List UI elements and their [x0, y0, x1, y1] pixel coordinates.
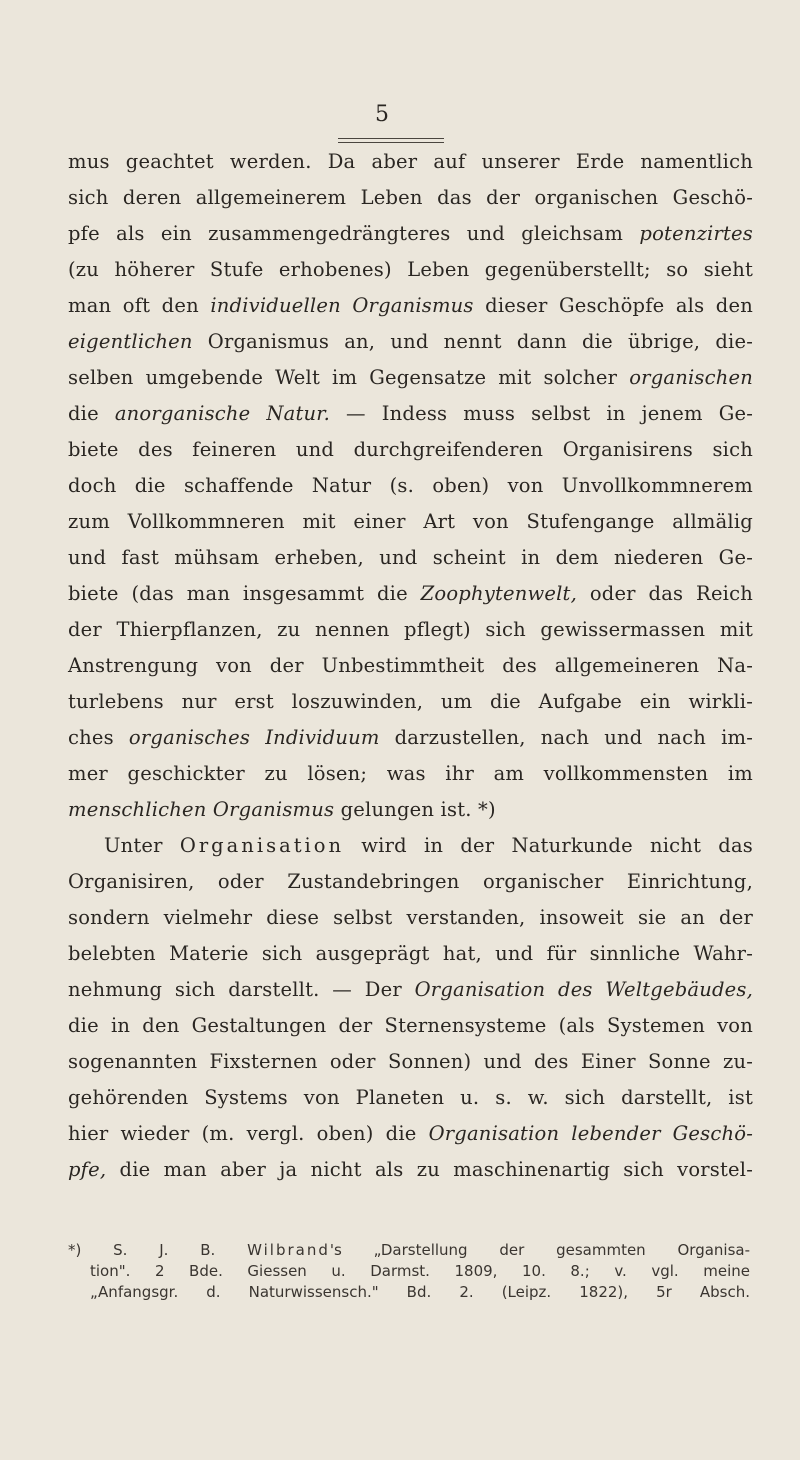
- italic-text: Organisation des Weltgebäudes,: [414, 978, 753, 1001]
- text-run: gehörenden Systems von Planeten u. s. w. sich darstellt, ist: [68, 1086, 753, 1109]
- text-run: tion". 2 Bde. Giessen u. Darmst. 1809, 10. 8.; v. vgl. meine: [90, 1262, 750, 1280]
- lines-line: [68, 150, 753, 174]
- text-run: sogenannten Fixsternen oder Sonnen) und des Einer Sonne zu-: [68, 1050, 753, 1073]
- lines-line: [68, 690, 753, 714]
- italic-text: menschlichen Organismus: [68, 798, 335, 821]
- italic-text: anorganische Natur.: [114, 402, 331, 425]
- lines-line: [68, 258, 753, 282]
- lines-line: [68, 870, 753, 894]
- text-run: ches: [68, 726, 129, 749]
- text-run: die in den Gestaltungen der Sternensysteme (als Systemen von: [68, 1014, 753, 1037]
- text-run: oder das Reich: [577, 582, 753, 605]
- page-number: 5: [375, 102, 389, 127]
- italic-text: individuellen Organismus: [210, 294, 474, 317]
- lines-line: [68, 438, 753, 462]
- text-run: nehmung sich darstellt. — Der: [68, 978, 415, 1001]
- spaced-text: Organisation: [179, 834, 345, 857]
- text-run: Organismus an, und nennt dann die übrige, die-: [192, 330, 753, 353]
- text-run: wird in der Naturkunde nicht das: [344, 834, 753, 857]
- text-run: biete des feineren und durchgreifenderen Organisirens sich: [68, 438, 753, 461]
- text-run: darzustellen, nach und nach im-: [379, 726, 753, 749]
- lines-line: [68, 942, 753, 966]
- lines-line: [68, 654, 753, 678]
- text-run: Unter: [104, 834, 180, 857]
- text-run: und fast mühsam erheben, und scheint in dem niederen Ge-: [68, 546, 753, 569]
- lines-line: [68, 186, 753, 210]
- lines-line: [68, 1050, 753, 1074]
- italic-text: Organisation lebender Geschö-: [428, 1122, 753, 1145]
- text-run: Organisiren, oder Zustandebringen organischer Einrichtung,: [68, 870, 753, 893]
- italic-text: organischen: [629, 366, 753, 389]
- text-run: „Anfangsgr. d. Naturwissensch." Bd. 2. (Leipz. 1822), 5r Absch.: [90, 1283, 750, 1301]
- italic-text: Zoophytenwelt,: [420, 582, 577, 605]
- footnote-line: [90, 1282, 750, 1302]
- text-run: die: [68, 402, 115, 425]
- lines-line: [68, 798, 753, 822]
- text-run: sich deren allgemeinerem Leben das der organischen Geschö-: [68, 186, 753, 209]
- text-run: belebten Materie sich ausgeprägt hat, und für sinnliche Wahr-: [68, 942, 753, 965]
- text-run: man oft den: [68, 294, 211, 317]
- lines-line: [68, 978, 753, 1002]
- text-run: zum Vollkommneren mit einer Art von Stufengange allmälig: [68, 510, 753, 533]
- lines-line: [68, 366, 753, 390]
- italic-text: potenzirtes: [639, 222, 753, 245]
- text-run: 's „Darstellung der gesammten Organisa-: [329, 1241, 751, 1259]
- lines-line: [68, 402, 753, 426]
- text-run: biete (das man insgesammt die: [68, 582, 421, 605]
- text-run: Anstrengung von der Unbestimmtheit des allgemeineren Na-: [68, 654, 753, 677]
- spaced-text: Wilbrand: [247, 1241, 330, 1259]
- lines-line: [68, 618, 753, 642]
- lines-line: [104, 834, 753, 858]
- italic-text: eigentlichen: [68, 330, 193, 353]
- lines-line: [68, 510, 753, 534]
- footnote-line: [68, 1240, 750, 1260]
- lines-line: [68, 1014, 753, 1038]
- text-run: dieser Geschöpfe als den: [473, 294, 753, 317]
- text-run: mer geschickter zu lösen; was ihr am vollkommensten im: [68, 762, 753, 785]
- footnote-line: [90, 1261, 750, 1281]
- lines-line: [68, 294, 753, 318]
- text-run: mus geachtet werden. Da aber auf unserer Erde namentlich: [68, 150, 753, 173]
- lines-line: [68, 906, 753, 930]
- text-run: selben umgebende Welt im Gegensatze mit solcher: [68, 366, 630, 389]
- lines-line: [68, 330, 753, 354]
- text-run: der Thierpflanzen, zu nennen pflegt) sich gewissermassen mit: [68, 618, 753, 641]
- text-run: *) S. J. B.: [68, 1241, 248, 1259]
- lines-line: [68, 726, 753, 750]
- italic-text: organisches Individuum: [128, 726, 380, 749]
- text-run: sondern vielmehr diese selbst verstanden, insoweit sie an der: [68, 906, 753, 929]
- lines-line: [68, 582, 753, 606]
- italic-text: pfe,: [68, 1158, 107, 1181]
- header-rule: [338, 138, 444, 139]
- text-run: turlebens nur erst loszuwinden, um die Aufgabe ein wirkli-: [68, 690, 753, 713]
- lines-line: [68, 222, 753, 246]
- lines-line: [68, 1086, 753, 1110]
- header-rule-double: [338, 142, 444, 143]
- lines-line: [68, 1122, 753, 1146]
- lines-line: [68, 546, 753, 570]
- text-run: gelungen ist. *): [334, 798, 496, 821]
- lines-line: [68, 474, 753, 498]
- text-run: (zu höherer Stufe erhobenes) Leben gegenüberstellt; so sieht: [68, 258, 753, 281]
- text-run: die man aber ja nicht als zu maschinenartig sich vorstel-: [106, 1158, 753, 1181]
- text-run: — Indess muss selbst in jenem Ge-: [330, 402, 753, 425]
- text-run: hier wieder (m. vergl. oben) die: [68, 1122, 429, 1145]
- lines-line: [68, 762, 753, 786]
- lines-line: [68, 1158, 753, 1182]
- text-run: pfe als ein zusammengedrängteres und gleichsam: [68, 222, 640, 245]
- text-run: doch die schaffende Natur (s. oben) von Unvollkommnerem: [68, 474, 753, 497]
